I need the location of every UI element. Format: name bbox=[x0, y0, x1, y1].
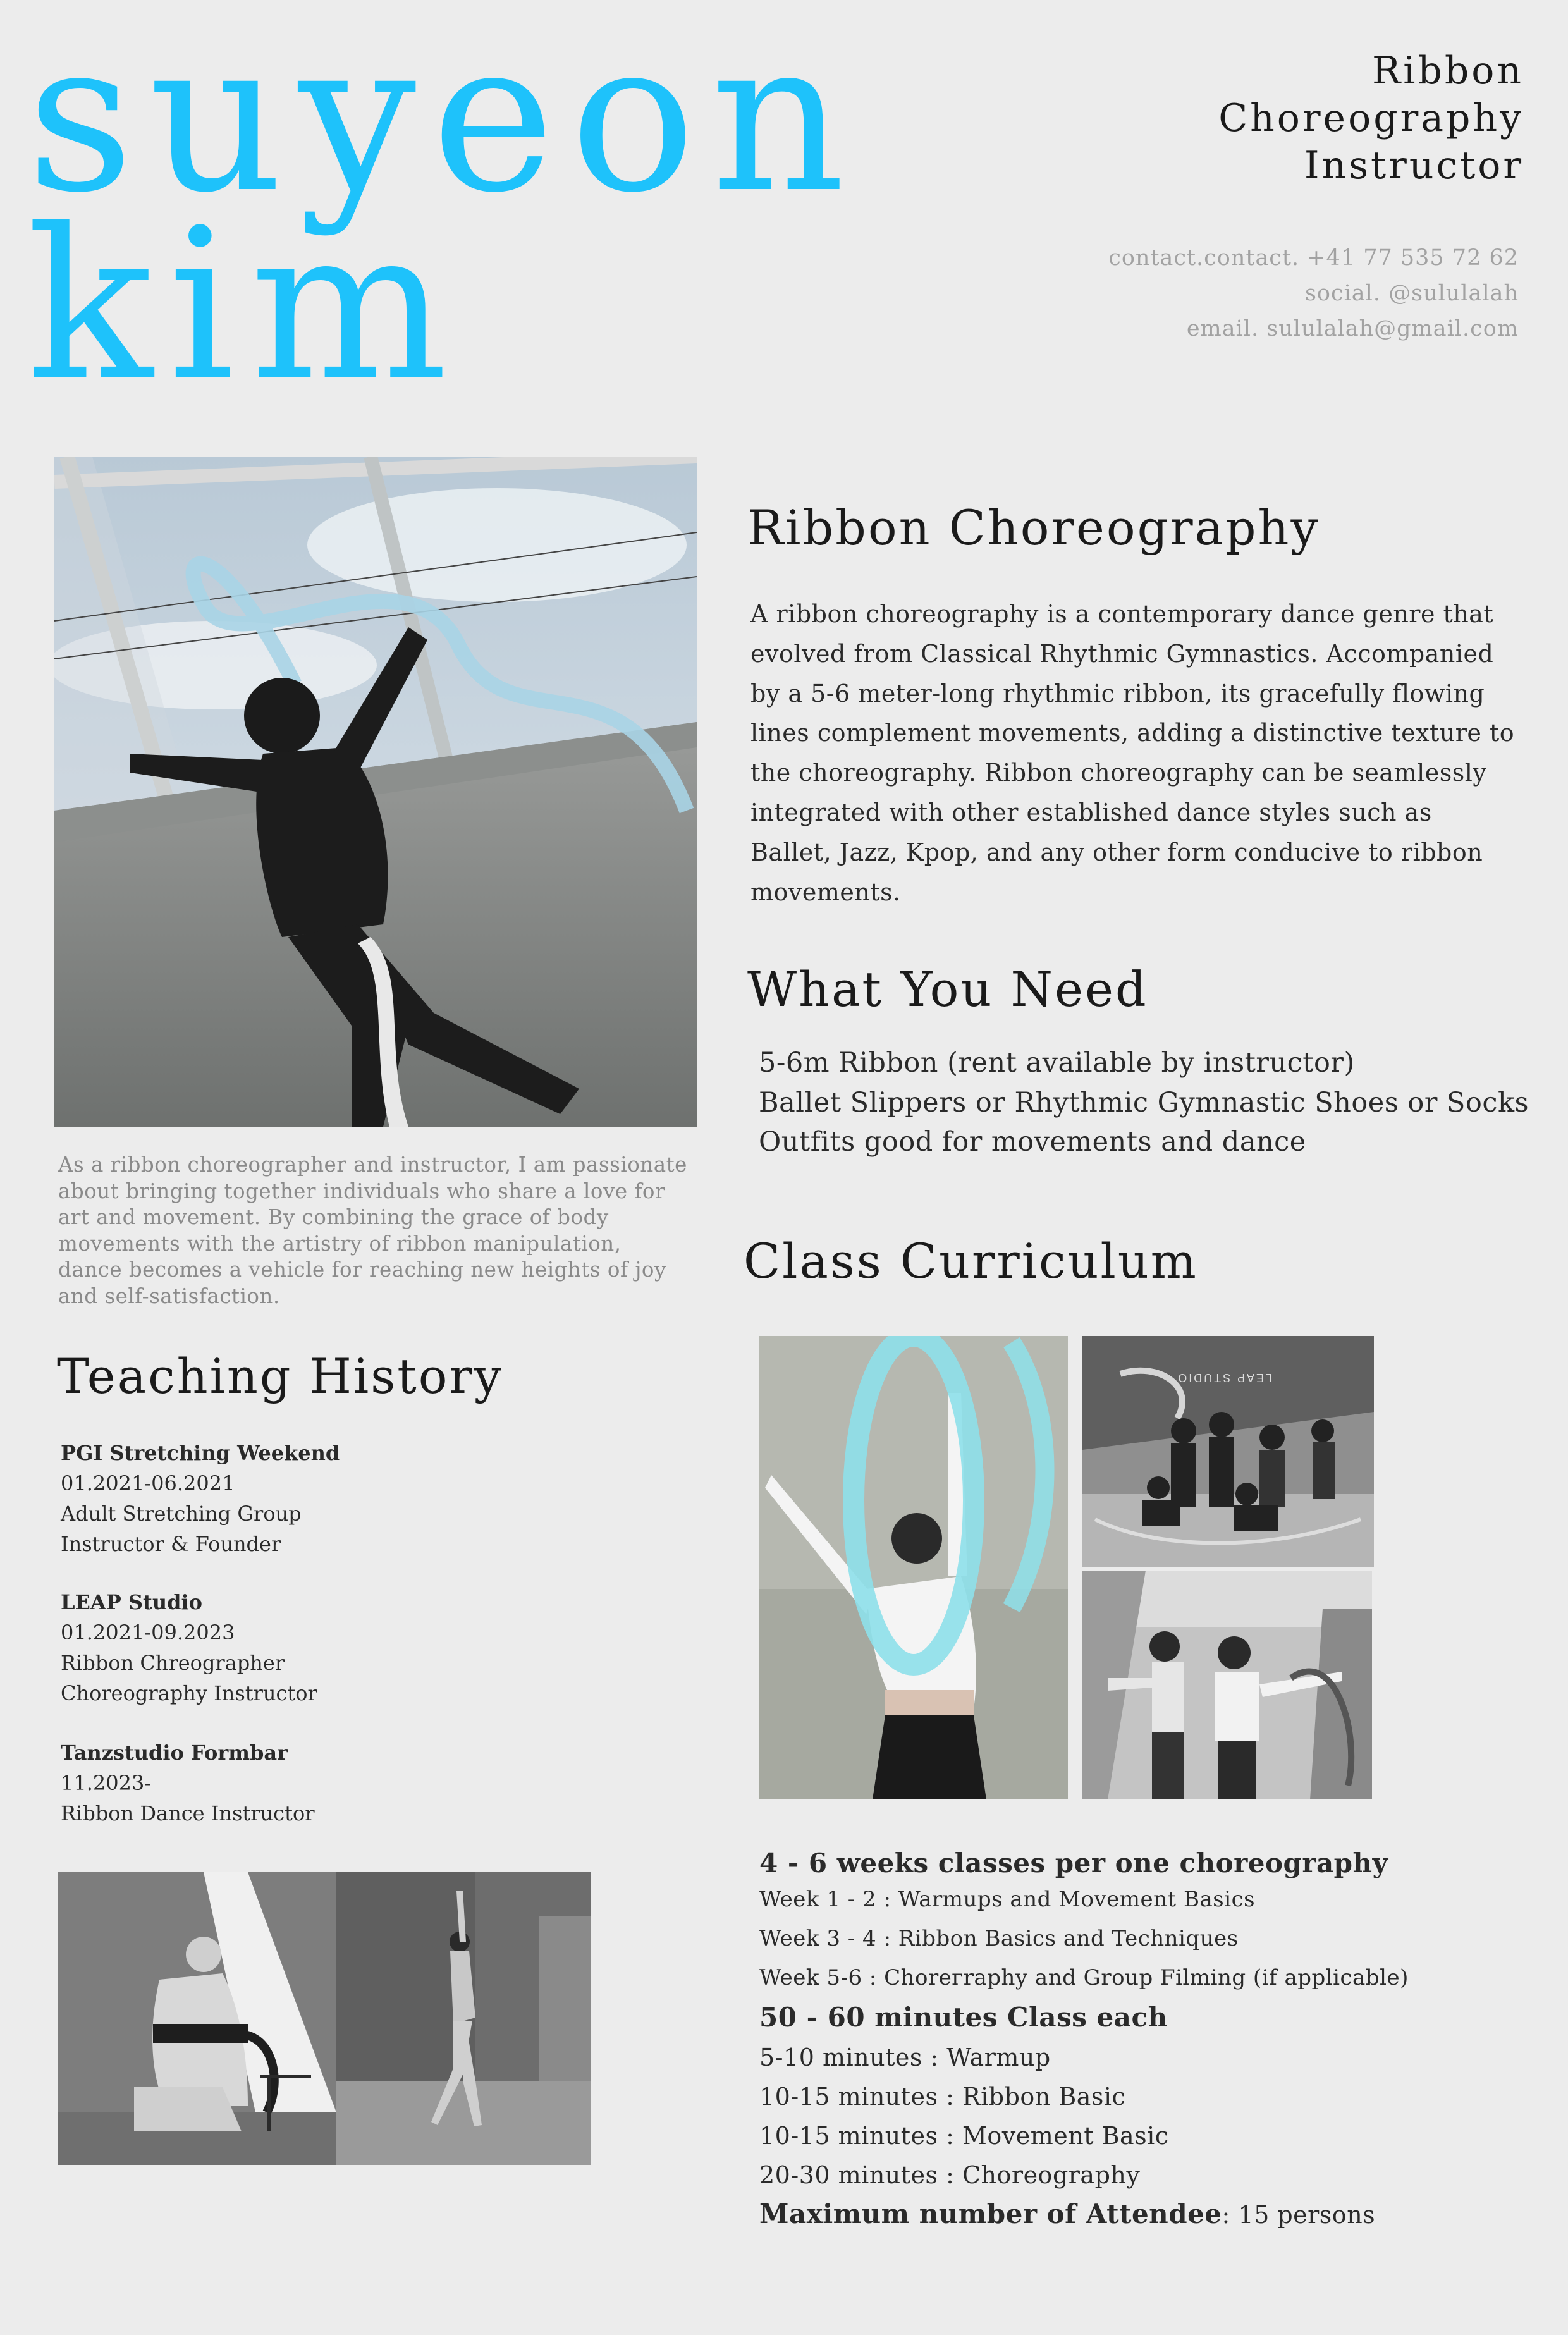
what-you-need-heading: What You Need bbox=[747, 961, 1148, 1017]
contact-email[interactable]: email. sululalah@gmail.com bbox=[1186, 316, 1519, 341]
history-entry-dates: 01.2021-09.2023 bbox=[61, 1621, 235, 1645]
list-item: Outfits good for movements and dance bbox=[759, 1126, 1306, 1158]
studio-sign-text: LEAP STUDIO bbox=[1176, 1371, 1272, 1384]
role-line: Instructor bbox=[1304, 144, 1524, 188]
history-entry-role: Choreography Instructor bbox=[61, 1681, 317, 1705]
curriculum-photo-group bbox=[1082, 1336, 1374, 1567]
class-curriculum-heading: Class Curriculum bbox=[744, 1233, 1198, 1289]
contact-social[interactable]: social. @sululalah bbox=[1304, 281, 1519, 306]
history-entry-role: Ribbon Chreographer bbox=[61, 1651, 285, 1675]
role-line: Ribbon bbox=[1372, 49, 1524, 93]
minutes-item: 20-30 minutes : Choreography bbox=[759, 2161, 1141, 2189]
history-entry-role: Ribbon Dance Instructor bbox=[61, 1801, 315, 1825]
ribbon-choreography-heading: Ribbon Choreography bbox=[747, 499, 1320, 556]
week-item: Week 1 - 2 : Warmups and Movement Basics bbox=[759, 1887, 1256, 1912]
history-entry-title: LEAP Studio bbox=[61, 1590, 202, 1614]
minutes-item: 10-15 minutes : Movement Basic bbox=[759, 2122, 1169, 2150]
curriculum-photo-class bbox=[1082, 1571, 1372, 1799]
history-entry bbox=[61, 1587, 630, 1708]
main-photo bbox=[54, 457, 697, 1127]
contact-block bbox=[950, 240, 1519, 346]
weeks-title: 4 - 6 weeks classes per one choreography bbox=[759, 1848, 1388, 1878]
history-entry-dates: 01.2021-06.2021 bbox=[61, 1471, 235, 1495]
history-entry bbox=[61, 1737, 630, 1829]
history-entry-dates: 11.2023- bbox=[61, 1771, 152, 1795]
curriculum-details bbox=[759, 1843, 1550, 2234]
minutes-title: 50 - 60 minutes Class each bbox=[759, 2002, 1168, 2033]
name-first: suyeon bbox=[27, 0, 861, 238]
history-entry-role: Instructor & Founder bbox=[61, 1532, 281, 1556]
ribbon-choreography-text: A ribbon choreography is a contemporary dance genre that evolved from Classical Rhythmic Gymnastics. Accompanied by a 5-6 meter-long rhythmic ribbon, its gracefully flowing lines complement movements, adding a distinctive texture to the choreography. Ribbon choreography can be seamlessly integrated with other established dance styles such as Ballet, Jazz, Kpop, and any other form conducive to ribbon movements. bbox=[750, 600, 1515, 906]
history-entry-title: Tanzstudio Formbar bbox=[61, 1741, 288, 1765]
bottom-photo-pose bbox=[336, 1872, 591, 2165]
history-entry bbox=[61, 1438, 630, 1559]
week-item: Week 5-6 : Chorегraphy and Group Filming (if applicable) bbox=[759, 1965, 1409, 1990]
curriculum-photo-ribbon bbox=[759, 1336, 1068, 1799]
list-item: 5-6m Ribbon (rent available by instructor) bbox=[759, 1047, 1355, 1079]
bottom-photo-stretch bbox=[58, 1872, 336, 2165]
role-line: Choreography bbox=[1218, 96, 1524, 140]
minutes-item: 10-15 minutes : Ribbon Basic bbox=[759, 2083, 1126, 2111]
minutes-item: 5-10 minutes : Warmup bbox=[759, 2044, 1051, 2071]
max-attendee-label: Maximum number of Attendee bbox=[759, 2198, 1222, 2229]
max-attendee-value: : 15 persons bbox=[1222, 2201, 1376, 2229]
history-entry-role: Adult Stretching Group bbox=[61, 1502, 302, 1526]
history-entry-title: PGI Stretching Weekend bbox=[61, 1441, 340, 1465]
list-item: Ballet Slippers or Rhythmic Gymnastic Shoes or Socks bbox=[759, 1086, 1529, 1118]
name-last: kim bbox=[27, 184, 463, 427]
what-you-need-list bbox=[759, 1043, 1549, 1162]
week-item: Week 3 - 4 : Ribbon Basics and Techniques bbox=[759, 1926, 1239, 1951]
contact-phone[interactable]: contact.contact. +41 77 535 72 62 bbox=[1108, 245, 1519, 271]
bio-text: As a ribbon choreographer and instructor, I am passionate about bringing together individuals who share a love for art and movement. By combining the grace of body movements with the artistry of ribbon manipulation, dance becomes a vehicle for reaching new heights of joy and self-satisfaction. bbox=[58, 1153, 687, 1308]
role-title bbox=[1081, 47, 1524, 190]
teaching-history-heading: Teaching History bbox=[57, 1348, 503, 1404]
max-attendee bbox=[759, 2195, 1550, 2234]
